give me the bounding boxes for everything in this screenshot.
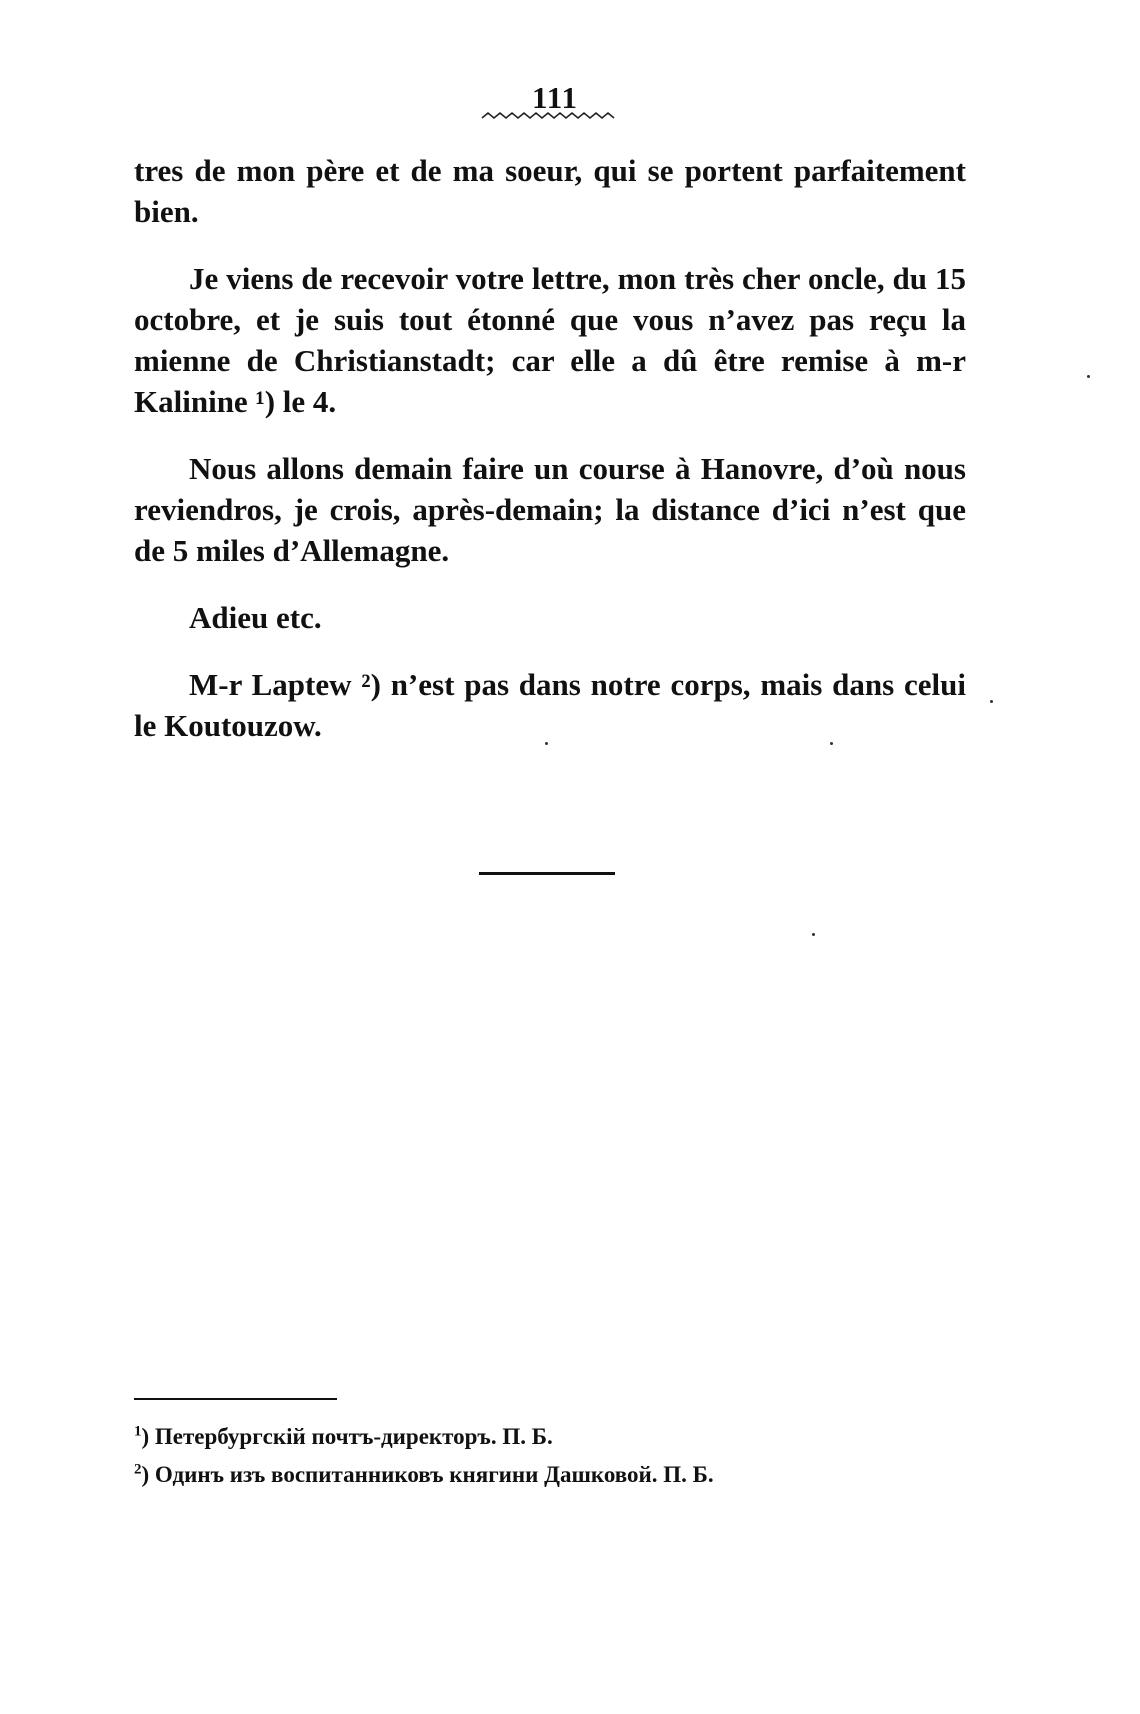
page-number: 111 — [531, 80, 579, 115]
paragraph-letter-received: Je viens de recevoir votre lettre, mon très cher oncle, du 15 octobre, et je suis tout étonné que vous n’avez pas reçu la mienne de Christianstadt; car elle a dû être remise à m-r Kalinine ¹) le 4. — [134, 261, 966, 419]
letter-body — [134, 150, 966, 772]
scan-speck — [545, 742, 548, 745]
paragraph-postscript: M-r Laptew ²) n’est pas dans notre corps, mais dans celui le Koutouzow. — [134, 667, 966, 743]
footnote-2-mark: 2 — [134, 1461, 142, 1478]
paragraph-continuation: tres de mon père et de ma soeur, qui se portent parfaitement bien. — [134, 153, 966, 229]
scan-speck — [812, 933, 815, 936]
footnote-1-text: ) Петербургскій почтъ-директоръ. П. Б. — [141, 1424, 553, 1449]
footnote-1-mark: 1 — [134, 1423, 142, 1440]
footnote-2-text: ) Одинъ изъ воспитанниковъ княгини Дашковой. П. Б. — [141, 1462, 714, 1487]
scan-speck — [990, 700, 993, 703]
page-number-ornament — [480, 110, 620, 122]
footnotes — [134, 1418, 966, 1494]
footnote-2 — [134, 1456, 966, 1494]
paragraph-hanovre-trip: Nous allons demain faire un course à Hanovre, d’où nous reviendros, je crois, après-demain; la distance d’ici n’est que de 5 miles d’Allemagne. — [134, 451, 966, 568]
scan-speck — [1087, 375, 1090, 378]
scan-speck — [830, 742, 833, 745]
paragraph-closing: Adieu etc. — [189, 600, 322, 635]
footnote-separator — [134, 1398, 337, 1400]
section-divider — [479, 872, 615, 875]
footnote-1 — [134, 1418, 966, 1456]
